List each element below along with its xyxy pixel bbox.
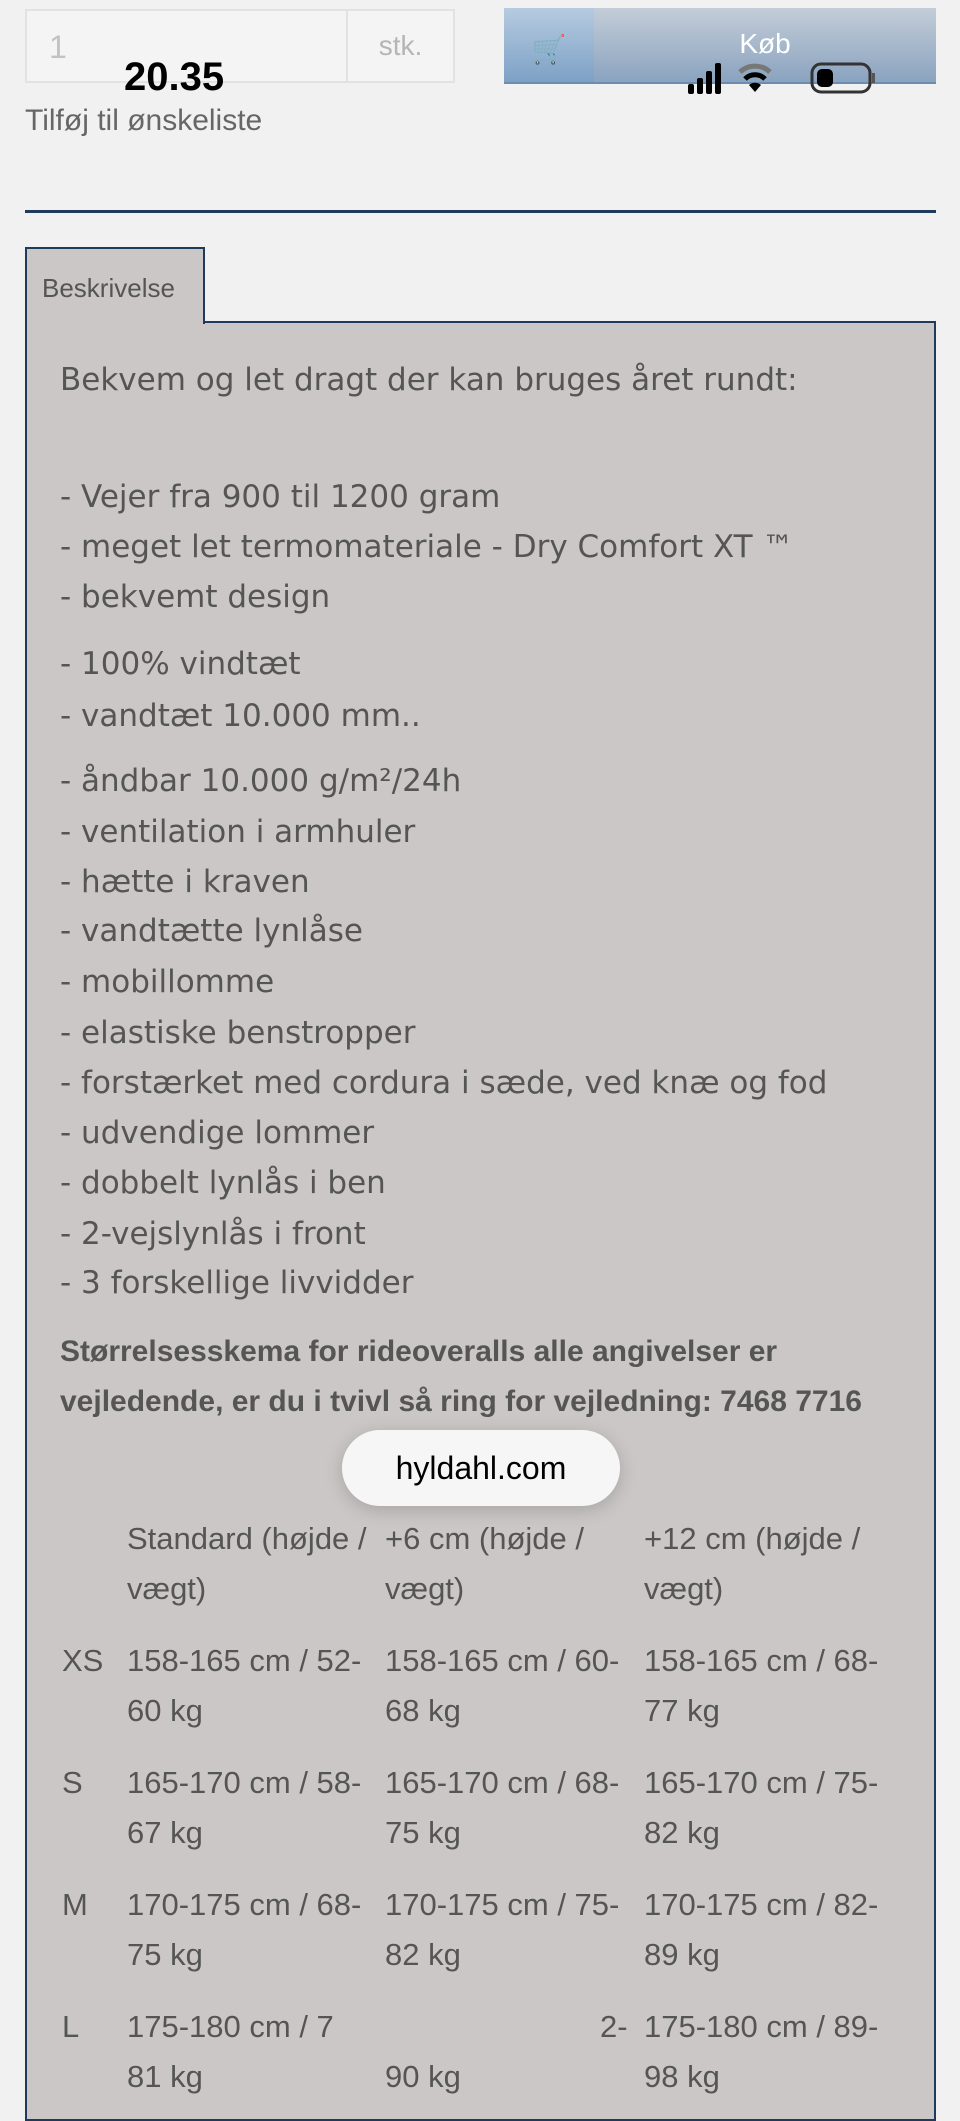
size-label: L	[62, 2009, 80, 2044]
table-cell: 165-170 cm / 75-	[644, 1765, 879, 1800]
tab-description[interactable]	[25, 247, 205, 324]
table-cell: 165-170 cm / 68-	[385, 1765, 620, 1800]
table-cell: 158-165 cm / 68-	[644, 1643, 879, 1678]
feature-item: - udvendige lommer	[60, 1115, 375, 1151]
size-label: S	[62, 1765, 83, 1800]
table-cell: 98 kg	[644, 2059, 720, 2094]
buy-label: Køb	[739, 28, 791, 59]
description-intro: Bekvem og let dragt der kan bruges året rundt:	[60, 362, 798, 398]
tab-label: Beskrivelse	[42, 273, 175, 303]
table-cell: 158-165 cm / 60-	[385, 1643, 620, 1678]
table-cell: 175-180 cm / 89-	[644, 2009, 879, 2044]
table-cell: 68 kg	[385, 1693, 461, 1728]
size-note: Størrelsesskema for rideoveralls alle angivelser er	[60, 1335, 778, 1368]
table-cell: 158-165 cm / 52-	[127, 1643, 362, 1678]
signal-icon	[688, 63, 721, 94]
cart-icon: 🛒	[504, 8, 594, 82]
quantity-unit: stk.	[346, 11, 453, 81]
table-cell: 75 kg	[385, 1815, 461, 1850]
size-note-line-2: vejledende, er du i tvivl så ring for vejledning: 7468 7716	[60, 1385, 862, 1418]
feature-item: - 2-vejslynlås i front	[60, 1216, 366, 1252]
url-bar[interactable]: hyldahl.com	[342, 1430, 620, 1506]
table-cell: 77 kg	[644, 1693, 720, 1728]
table-header: +6 cm (højde /	[385, 1521, 584, 1556]
quantity-value: 1	[49, 29, 67, 65]
status-icons	[688, 60, 878, 96]
size-label: M	[62, 1887, 88, 1922]
table-cell: 67 kg	[127, 1815, 203, 1850]
feature-item: - vandtæt 10.000 mm..	[60, 698, 421, 734]
status-time: 20.35	[124, 55, 225, 99]
table-cell: 175-180 cm / 7	[127, 2009, 334, 2044]
feature-item: - 100% vindtæt	[60, 646, 301, 682]
size-label: XS	[62, 1643, 104, 1678]
table-header: vægt)	[127, 1571, 207, 1606]
table-cell: 165-170 cm / 58-	[127, 1765, 362, 1800]
feature-item: - åndbar 10.000 g/m²/24h	[60, 763, 462, 799]
table-cell: 89 kg	[644, 1937, 720, 1972]
quantity-input[interactable]	[25, 9, 455, 83]
table-cell: 82 kg	[644, 1815, 720, 1850]
feature-item: - forstærket med cordura i sæde, ved knæ og fod	[60, 1065, 828, 1101]
table-cell: 75 kg	[127, 1937, 203, 1972]
table-cell: 81 kg	[127, 2059, 203, 2094]
table-cell: 170-175 cm / 75-	[385, 1887, 620, 1922]
battery-icon	[812, 64, 875, 92]
divider	[25, 210, 936, 213]
add-to-wishlist-link[interactable]: Tilføj til ønskeliste	[25, 104, 263, 137]
table-cell: 82 kg	[385, 1937, 461, 1972]
table-cell: 90 kg	[385, 2059, 461, 2094]
feature-item: - 3 forskellige livvidder	[60, 1265, 414, 1301]
wifi-icon	[740, 66, 770, 92]
feature-item: - hætte i kraven	[60, 864, 310, 900]
feature-item: - bekvemt design	[60, 579, 331, 615]
table-cell: 170-175 cm / 82-	[644, 1887, 879, 1922]
feature-item: - dobbelt lynlås i ben	[60, 1165, 386, 1201]
feature-item: - ventilation i armhuler	[60, 814, 416, 850]
feature-item: - elastiske benstropper	[60, 1015, 416, 1051]
table-cell: 2-	[600, 2009, 628, 2044]
table-header: +12 cm (højde /	[644, 1521, 861, 1556]
table-cell: 60 kg	[127, 1693, 203, 1728]
feature-item: - meget let termomateriale - Dry Comfort XT ™	[60, 529, 794, 565]
table-header: vægt)	[385, 1571, 465, 1606]
feature-item: - vandtætte lynlåse	[60, 913, 363, 949]
table-cell: 170-175 cm / 68-	[127, 1887, 362, 1922]
table-header: Standard (højde /	[127, 1521, 367, 1556]
table-header: vægt)	[644, 1571, 724, 1606]
feature-item: - Vejer fra 900 til 1200 gram	[60, 479, 501, 515]
feature-item: - mobillomme	[60, 964, 275, 1000]
